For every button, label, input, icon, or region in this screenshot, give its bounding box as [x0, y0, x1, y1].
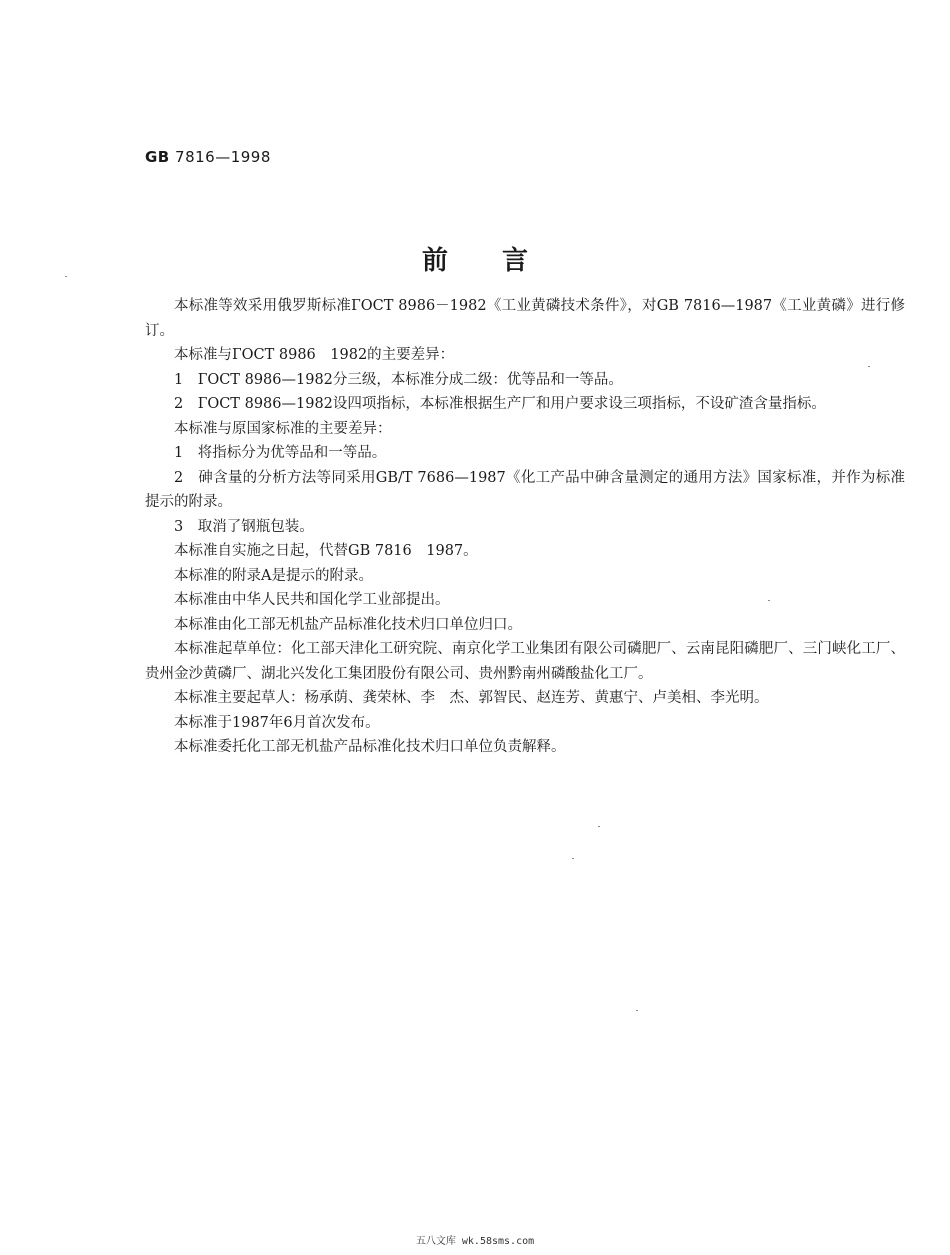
paragraph: 1 将指标分为优等品和一等品。	[174, 445, 387, 461]
scan-speck	[868, 366, 870, 367]
paragraph: 本标准于1987年6月首次发布。	[174, 714, 380, 731]
standard-prefix: GB	[145, 148, 170, 166]
watermark-footer: 五八文库 wk.58sms.com	[415, 1236, 535, 1247]
standard-number: 7816—1998	[175, 148, 271, 166]
paragraph: 2 ГОСТ 8986—1982设四项指标，本标准根据生产厂和用户要求设三项指标，不设矿渣含量指标。	[174, 396, 826, 412]
standard-code	[145, 148, 271, 166]
scan-speck	[598, 826, 600, 827]
paragraph: 3 取消了钢瓶包装。	[174, 518, 314, 535]
paragraph: 本标准自实施之日起，代替GB 7816 1987。	[174, 543, 478, 559]
scan-speck	[636, 1010, 638, 1011]
paragraph: 本标准由化工部无机盐产品标准化技术归口单位归口。	[174, 616, 522, 633]
paragraph: 本标准主要起草人：杨承荫、龚荣林、李 杰、郭智民、赵连芳、黄惠宁、卢美相、李光明。	[174, 690, 769, 706]
scan-speck	[768, 600, 770, 601]
paragraph: 本标准与ГОСТ 8986 1982的主要差异：	[174, 347, 455, 363]
paragraph: 本标准由中华人民共和国化学工业部提出。	[174, 592, 450, 608]
paragraph: 本标准起草单位：化工部天津化工研究院、南京化学工业集团有限公司磷肥厂、云南昆阳磷肥厂、三门峡化工厂、贵州金沙黄磷厂、湖北兴发化工集团股份有限公司、贵州黔南州磷酸盐化工厂。	[145, 641, 905, 682]
paragraph: 1 ГОСТ 8986—1982分三级，本标准分成二级：优等品和一等品。	[174, 371, 623, 388]
paragraph: 本标准等效采用俄罗斯标准ГОСТ 8986－1982《工业黄磷技术条件》，对GB 7816—1987《工业黄磷》进行修订。	[145, 298, 905, 339]
scan-speck	[65, 276, 67, 277]
paragraph: 本标准与原国家标准的主要差异：	[174, 420, 392, 437]
foreword-body	[145, 294, 905, 760]
paragraph: 2 砷含量的分析方法等同采用GB/T 7686—1987《化工产品中砷含量测定的通用方法》国家标准，并作为标准提示的附录。	[145, 469, 905, 510]
page-title: 前言	[421, 246, 582, 276]
paragraph: 本标准的附录A是提示的附录。	[174, 567, 373, 584]
paragraph: 本标准委托化工部无机盐产品标准化技术归口单位负责解释。	[174, 739, 566, 755]
scan-speck	[572, 858, 574, 859]
